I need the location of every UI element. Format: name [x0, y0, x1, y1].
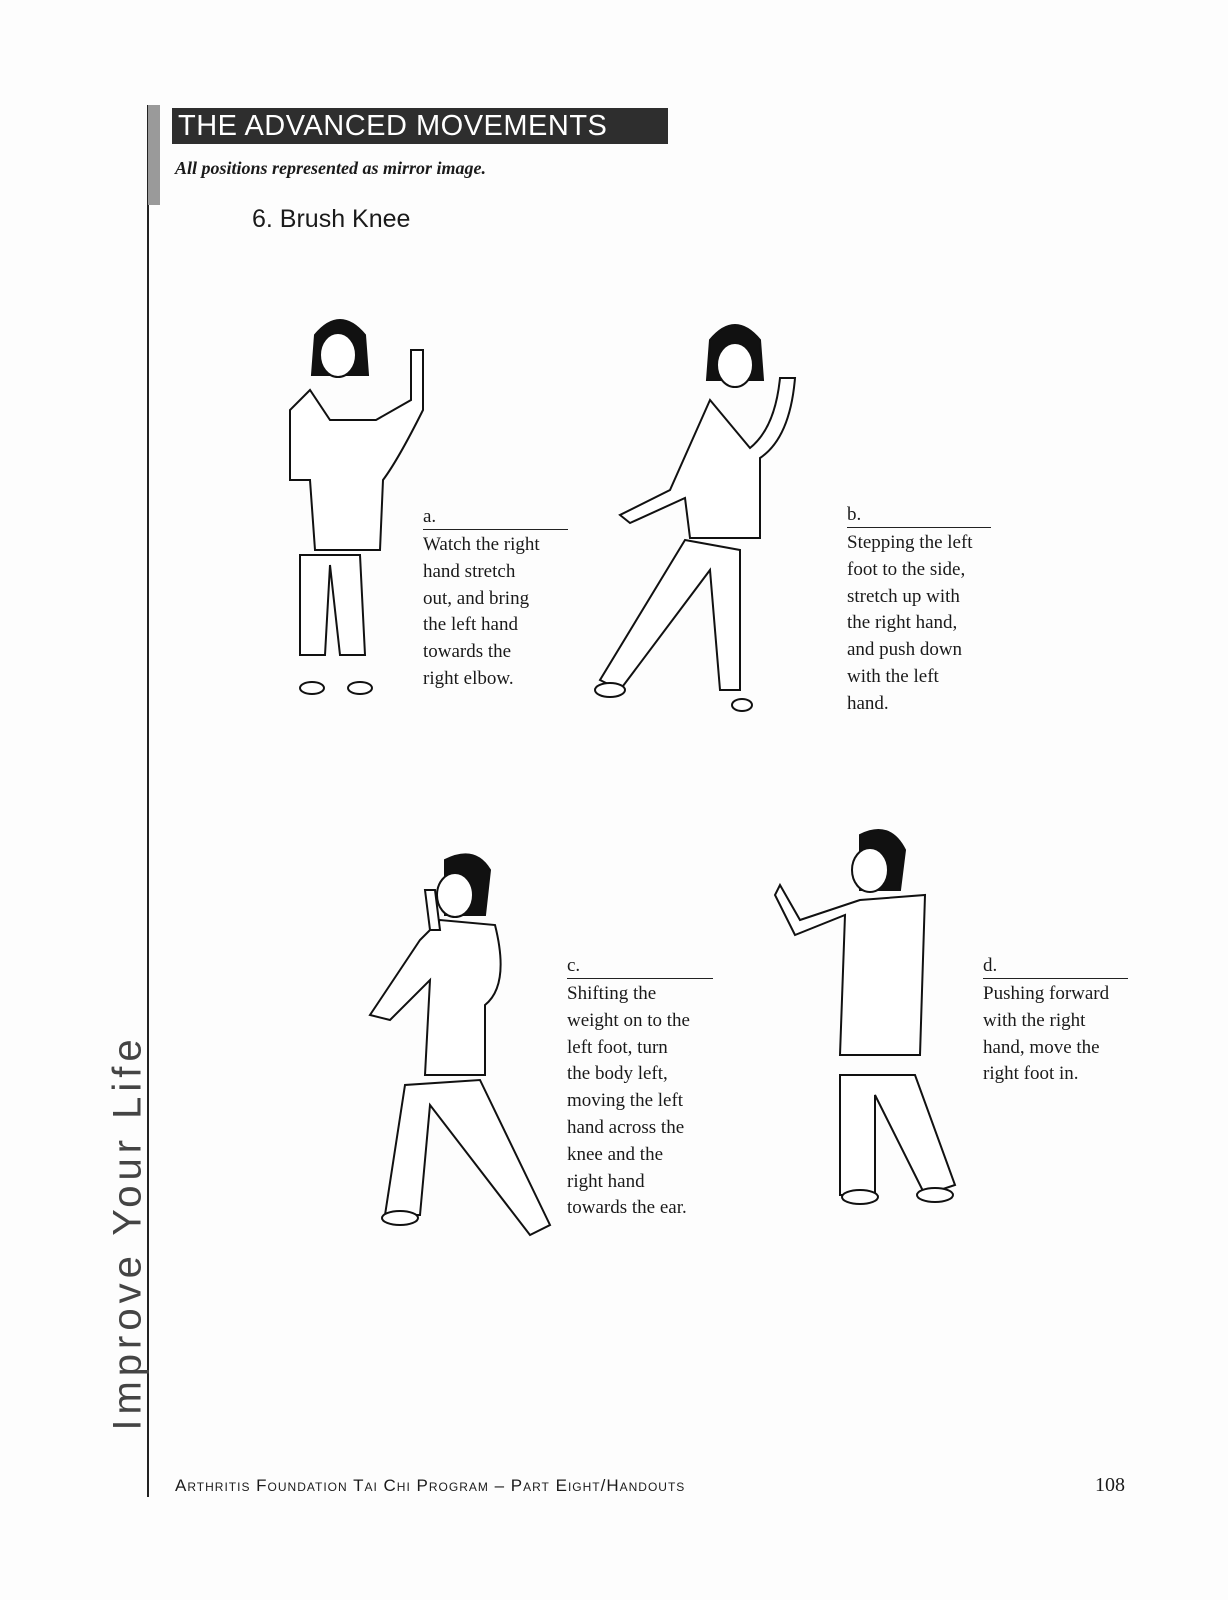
step-label: a. [423, 505, 568, 530]
sidebar-vertical-text: Improve Your Life [105, 1034, 150, 1431]
figure-b-illustration [590, 320, 840, 720]
section-header: THE ADVANCED MOVEMENTS [172, 108, 668, 144]
step-d-caption [983, 954, 1128, 1088]
figure-d-illustration [770, 825, 970, 1225]
step-c-caption [567, 954, 713, 1222]
page-number: 108 [1095, 1474, 1125, 1496]
footer-text: Arthritis Foundation Tai Chi Program – Part Eight/Handouts [175, 1476, 686, 1495]
step-text: Pushing forward with the right hand, move the right foot in. [983, 983, 1110, 1085]
step-text: Watch the right hand stretch out, and bring the left hand towards the right elbow. [423, 534, 540, 689]
subtitle: All positions represented as mirror image. [175, 158, 487, 178]
step-a-caption [423, 505, 568, 693]
figure-c-illustration [360, 850, 560, 1245]
section-marker [148, 105, 160, 205]
step-label: d. [983, 954, 1128, 979]
movement-title: 6. Brush Knee [252, 205, 411, 233]
step-b-caption [847, 503, 991, 718]
step-text: Shifting the weight on to the left foot, turn the body left, moving the left hand across the knee and the right hand towards the ear. [567, 983, 690, 1219]
step-label: c. [567, 954, 713, 979]
figure-a-illustration [280, 310, 440, 700]
step-label: b. [847, 503, 991, 528]
step-text: Stepping the left foot to the side, stretch up with the right hand, and push down with the left hand. [847, 532, 973, 714]
